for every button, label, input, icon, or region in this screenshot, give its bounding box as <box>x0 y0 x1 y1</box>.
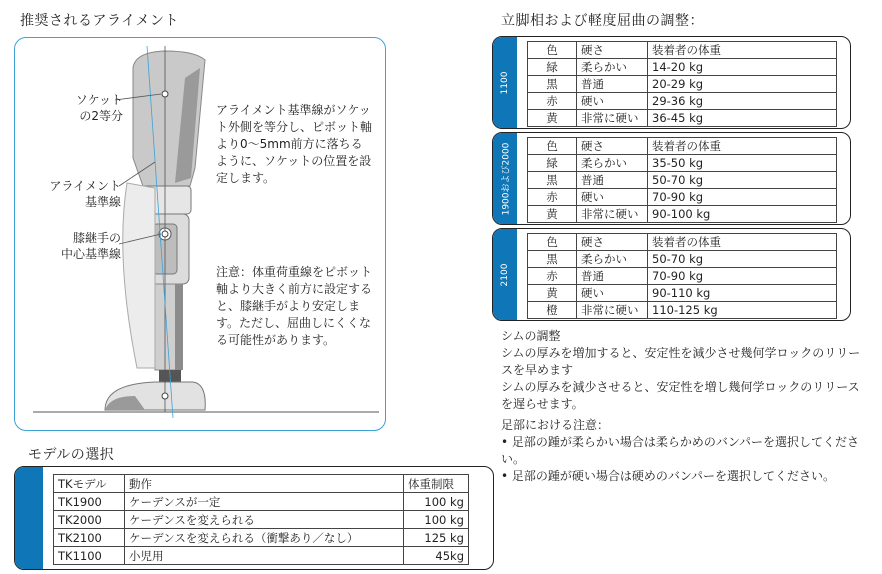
column-header: 装着者の体重 <box>648 42 837 59</box>
column-header: 動作 <box>125 475 404 493</box>
weight-limit-cell: 100 kg <box>404 493 469 511</box>
foot-heading: 足部における注意： <box>501 418 610 432</box>
table-row: 黒 普通 50-70 kg <box>528 172 837 189</box>
model-table-tab <box>15 467 43 569</box>
knee-center-label: 膝継手の 中心基準線 <box>60 231 121 261</box>
table-row <box>54 511 469 529</box>
table-row: 緑 柔らかい 14-20 kg <box>528 59 837 76</box>
table-row <box>54 493 469 511</box>
weight-limit-cell: 100 kg <box>404 511 469 529</box>
column-header: 体重制限 <box>404 475 469 493</box>
column-header: 色 <box>528 138 577 155</box>
alignment-heading: 推奨されるアライメント <box>20 13 179 29</box>
socket-bisect-label: ソケット の2等分 <box>75 93 123 123</box>
model-tab: 2100 <box>493 229 517 320</box>
alignment-description: アライメント基準線がソケット外側を等分し、ピボット軸より0〜5mm前方に落ちるように、ソケットの位置を設定します。 <box>216 103 373 185</box>
model-table-frame <box>14 466 494 570</box>
shim-section <box>501 328 871 413</box>
table-row: 黄 硬い 90-110 kg <box>528 285 837 302</box>
table-row <box>54 529 469 547</box>
table-row: 赤 普通 70-90 kg <box>528 268 837 285</box>
table-row: 黄 非常に硬い 90-100 kg <box>528 206 837 223</box>
column-header: 硬さ <box>577 42 648 59</box>
shim-heading: シムの調整 <box>501 329 561 343</box>
model-cell: TK1900 <box>54 493 125 511</box>
foot-section <box>501 417 873 485</box>
table-row: 赤 硬い 70-90 kg <box>528 189 837 206</box>
column-header: 装着者の体重 <box>648 138 837 155</box>
model-cell: TK1100 <box>54 547 125 565</box>
weight-limit-cell: 45kg <box>404 547 469 565</box>
foot-soft-text: • 足部の踵が柔らかい場合は柔らかめのバンパーを選択してください。 <box>501 435 860 466</box>
table-header-row <box>54 475 469 493</box>
action-cell: 小児用 <box>125 547 404 565</box>
alignment-note: 注意：体重荷重線をピボット軸より大きく前方に設定すると、膝継手がより安定します。ただし、屈曲しにくくなる可能性があります。 <box>216 265 373 347</box>
alignment-reference-label: アライメント 基準線 <box>49 179 121 209</box>
model-table <box>53 474 469 565</box>
model-heading: モデルの選択 <box>28 447 115 463</box>
model-cell: TK2000 <box>54 511 125 529</box>
table-header-row <box>528 138 837 155</box>
table-row: 黒 普通 20-29 kg <box>528 76 837 93</box>
table-row: 橙 非常に硬い 110-125 kg <box>528 302 837 319</box>
column-header: 装着者の体重 <box>648 234 837 251</box>
model-cell: TK2100 <box>54 529 125 547</box>
stance-adjust-heading: 立脚相および軽度屈曲の調整： <box>501 13 704 29</box>
model-tab: 1900および2000 <box>493 133 517 224</box>
table-header-row <box>528 42 837 59</box>
shim-decrease-text: シムの厚みを減少させると、安定性を増し幾何学ロックのリリースを遅らせます。 <box>501 380 860 411</box>
column-header: 色 <box>528 42 577 59</box>
column-header: 硬さ <box>577 138 648 155</box>
bumper-table-1100 <box>492 36 851 129</box>
table-row: 赤 硬い 29-36 kg <box>528 93 837 110</box>
table-header-row <box>528 234 837 251</box>
column-header: 色 <box>528 234 577 251</box>
alignment-panel <box>14 37 386 431</box>
bumper-table-1900-2000 <box>492 132 851 225</box>
action-cell: ケーデンスを変えられる（衝撃あり／なし） <box>125 529 404 547</box>
table-row <box>54 547 469 565</box>
column-header: TKモデル <box>54 475 125 493</box>
bumper-table-2100 <box>492 228 851 321</box>
foot-hard-text: • 足部の踵が硬い場合は硬めのバンパーを選択してください。 <box>501 469 836 483</box>
table-row: 緑 柔らかい 35-50 kg <box>528 155 837 172</box>
table-row: 黄 非常に硬い 36-45 kg <box>528 110 837 127</box>
action-cell: ケーデンスが一定 <box>125 493 404 511</box>
column-header: 硬さ <box>577 234 648 251</box>
shim-increase-text: シムの厚みを増加すると、安定性を減少させ幾何学ロックのリリースを早めます <box>501 346 861 377</box>
table-row: 黒 柔らかい 50-70 kg <box>528 251 837 268</box>
action-cell: ケーデンスを変えられる <box>125 511 404 529</box>
model-tab: 1100 <box>493 37 517 128</box>
weight-limit-cell: 125 kg <box>404 529 469 547</box>
